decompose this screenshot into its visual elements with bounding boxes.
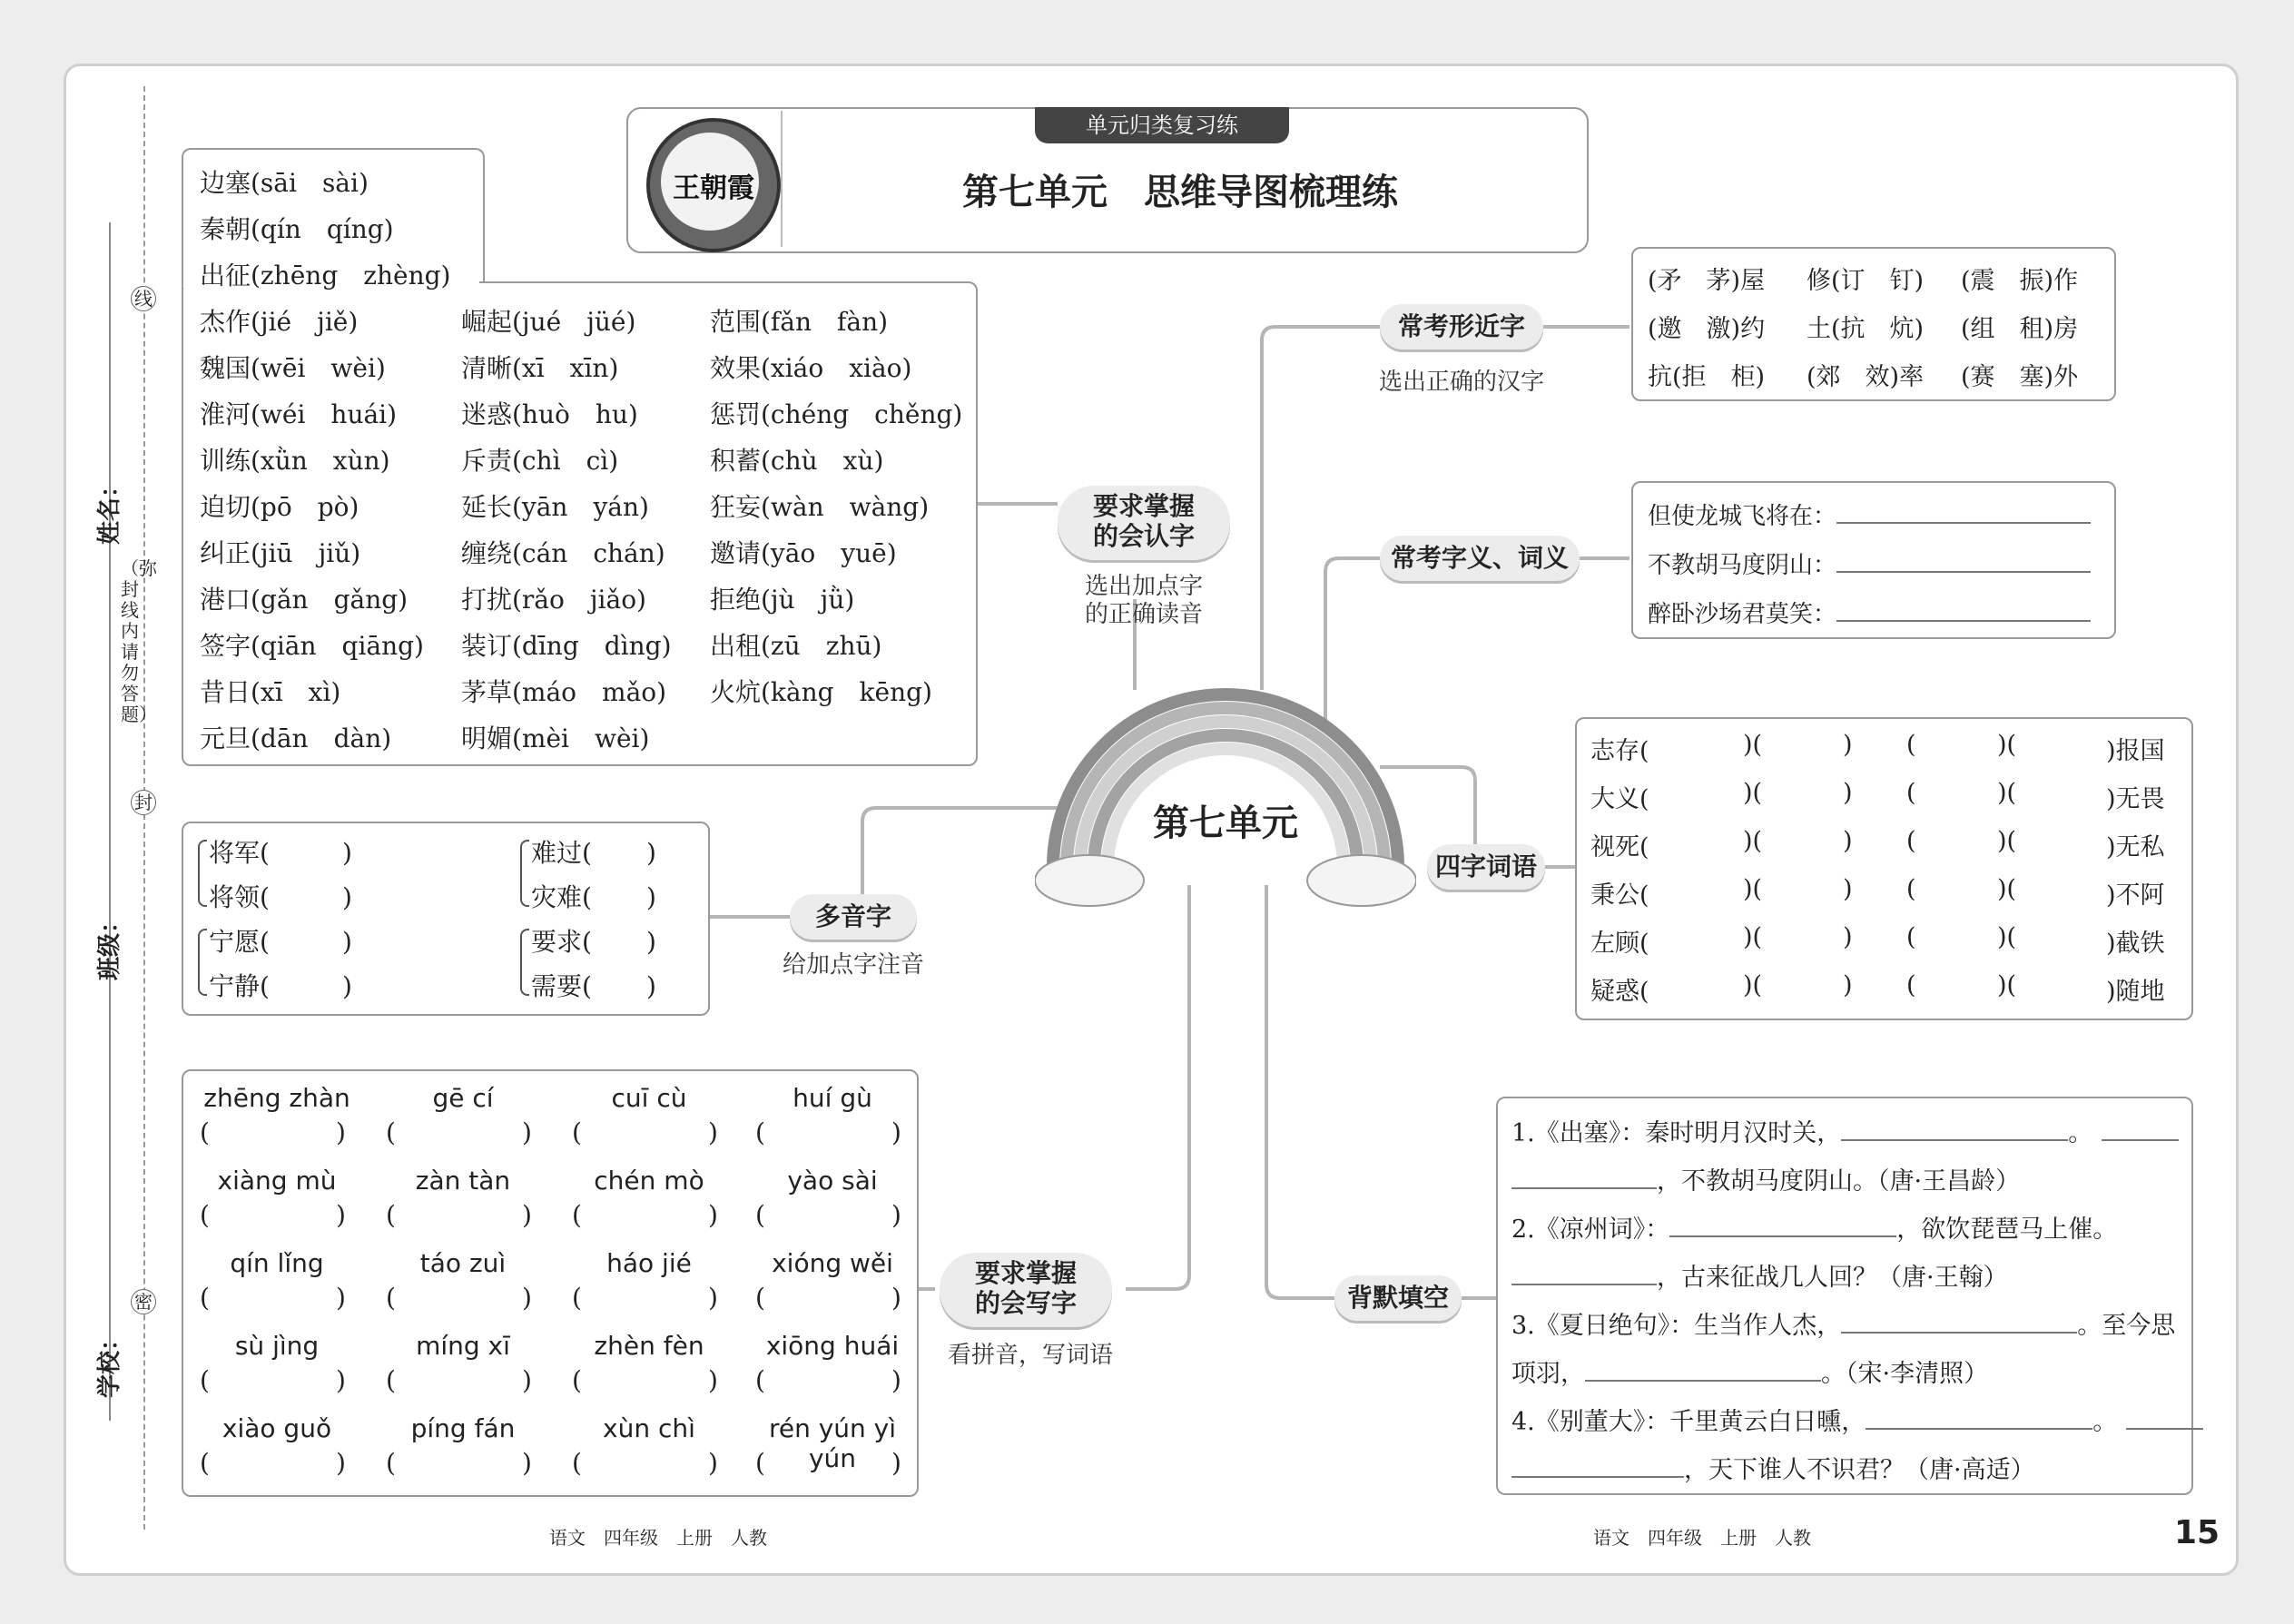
pinyin-label: zhēng zhàn: [203, 1083, 350, 1113]
answer-paren-open: (: [755, 1283, 765, 1313]
answer-paren-close: ): [891, 1117, 901, 1147]
sizi-cell: (: [1906, 875, 1916, 903]
sizi-cell: 大义(: [1590, 785, 1649, 813]
answer-paren-close: ): [522, 1200, 532, 1230]
duoyin-brace: [520, 929, 529, 996]
pinyin-label: zhèn fèn: [594, 1331, 704, 1361]
renshi-item: 签字(qiān qiāng): [200, 631, 424, 661]
answer-paren-open: (: [386, 1117, 396, 1147]
sizi-cell: )(: [1997, 827, 2017, 855]
answer-paren-close: ): [708, 1448, 718, 1478]
pinyin-label: yào sài: [787, 1166, 878, 1196]
sizi-cell: 视死(: [1590, 833, 1649, 861]
xingjin-item: (郊 效)率: [1807, 363, 1925, 391]
answer-paren-close: ): [891, 1365, 901, 1395]
renshi-item: 杰作(jié jiě): [200, 307, 359, 337]
answer-paren-close: ): [708, 1283, 718, 1313]
duoyin-item: 宁愿( ): [209, 927, 352, 957]
node-renshi-sub2: 的正确读音: [1084, 601, 1203, 628]
answer-paren-close: ): [336, 1117, 346, 1147]
renshi-item: 迷惑(huò hu): [461, 399, 638, 429]
pinyin-label: píng fán: [410, 1413, 516, 1443]
beimo-line: ，天下谁人不识君？（唐·高适）: [1511, 1450, 2035, 1485]
xingjin-item: (组 租)房: [1961, 315, 2079, 343]
sizi-cell: 志存(: [1590, 737, 1649, 765]
renshi-item: 缠绕(cán chán): [461, 538, 665, 568]
footer-right: 语文 四年级 上册 人教: [1593, 1527, 1811, 1549]
xingjin-item: 抗(拒 柜): [1648, 363, 1766, 391]
answer-paren-open: (: [200, 1117, 210, 1147]
page-number: 15: [2174, 1514, 2220, 1551]
renshi-item: 港口(gǎn gǎng): [200, 585, 409, 615]
renshi-item: 迫切(pō pò): [200, 492, 359, 522]
xingjin-item: (矛 茅)屋: [1648, 267, 1766, 295]
renshi-item: 效果(xiáo xiào): [710, 353, 912, 383]
node-beimo: 背默填空: [1334, 1275, 1462, 1321]
answer-blank[interactable]: [227, 1365, 327, 1394]
renshi-item: 邀请(yāo yuē): [710, 538, 897, 568]
duoyin-brace: [520, 840, 529, 907]
renshi-item: 训练(xǜn xùn): [200, 446, 390, 476]
answer-blank[interactable]: [413, 1448, 513, 1477]
node-xiezi-sub: 看拼音，写词语: [947, 1342, 1113, 1369]
answer-paren-open: (: [386, 1365, 396, 1395]
answer-blank[interactable]: [413, 1365, 513, 1394]
sizi-cell: )无私: [2106, 833, 2165, 861]
name-label: 姓名：: [96, 473, 123, 545]
answer-paren-close: ): [522, 1365, 532, 1395]
seal-mi: 密: [131, 1289, 156, 1314]
answer-paren-open: (: [572, 1365, 582, 1395]
pinyin-label: zàn tàn: [415, 1166, 511, 1196]
xingjin-item: (邀 激)约: [1648, 315, 1766, 343]
renshi-item: 昔日(xī xì): [200, 677, 341, 707]
answer-paren-close: ): [336, 1283, 346, 1313]
pinyin-label: xióng wěi: [772, 1248, 893, 1278]
sizi-cell: )(: [1743, 971, 1763, 999]
answer-paren-open: (: [572, 1283, 582, 1313]
answer-paren-close: ): [336, 1448, 346, 1478]
beimo-line: 项羽， 。（宋·李清照）: [1511, 1360, 1989, 1388]
answer-paren-open: (: [200, 1365, 210, 1395]
sizi-cell: )(: [1743, 923, 1763, 951]
sizi-box: [1575, 717, 2193, 1020]
sizi-cell: )(: [1997, 731, 2017, 759]
beimo-line: 1.《出塞》：秦时明月汉时关， 。: [1511, 1113, 2179, 1148]
sizi-cell: )(: [1743, 779, 1763, 807]
answer-blank[interactable]: [413, 1200, 513, 1229]
answer-blank[interactable]: [413, 1283, 513, 1312]
sizi-cell: (: [1906, 827, 1916, 855]
renshi-item: 出租(zū zhū): [710, 631, 882, 661]
answer-blank[interactable]: [227, 1448, 327, 1477]
answer-blank[interactable]: [599, 1448, 699, 1477]
duoyin-item: 将领( ): [209, 882, 352, 912]
pinyin-label: rén yún yì yún: [768, 1413, 897, 1473]
school-label: 学校：: [96, 1326, 123, 1398]
duoyin-item: 宁静( ): [209, 971, 352, 1001]
answer-blank[interactable]: [599, 1117, 699, 1147]
xingjin-item: 修(订 钉): [1807, 267, 1925, 295]
xingjin-item: (震 振)作: [1961, 267, 2079, 295]
answer-paren-close: ): [891, 1200, 901, 1230]
sizi-cell: )无畏: [2106, 785, 2165, 813]
renshi-item: 元旦(dān dàn): [200, 723, 392, 753]
sizi-cell: ): [1843, 779, 1853, 807]
node-xingjin: 常考形近字: [1380, 304, 1543, 349]
sizi-cell: ): [1843, 923, 1853, 951]
xingjin-item: (赛 塞)外: [1961, 363, 2079, 391]
pinyin-label: gē cí: [432, 1083, 494, 1113]
answer-paren-open: (: [200, 1448, 210, 1478]
sizi-cell: ): [1843, 827, 1853, 855]
node-zici: 常考字义、词义: [1380, 536, 1580, 581]
renshi-item: 积蓄(chù xù): [710, 446, 884, 476]
pinyin-label: háo jié: [606, 1248, 692, 1278]
sizi-cell: )不阿: [2106, 881, 2165, 910]
answer-paren-open: (: [386, 1200, 396, 1230]
answer-paren-close: ): [891, 1283, 901, 1313]
answer-paren-open: (: [200, 1283, 210, 1313]
duoyin-brace: [198, 929, 207, 996]
sizi-cell: ): [1843, 971, 1853, 999]
duoyin-item: 将军( ): [209, 838, 352, 868]
beimo-line: ，不教胡马度阴山。（唐·王昌龄）: [1511, 1161, 2020, 1196]
node-duoyin: 多音字: [790, 894, 917, 940]
sizi-cell: )(: [1743, 875, 1763, 903]
logo-text: 王朝霞: [673, 172, 754, 204]
answer-blank[interactable]: [227, 1117, 327, 1147]
sizi-cell: )(: [1997, 971, 2017, 999]
renshi-item: 纠正(jiū jiǔ): [200, 538, 361, 568]
renshi-item: 清晰(xī xīn): [461, 353, 619, 383]
seal-feng: 封: [131, 790, 156, 815]
answer-blank[interactable]: [227, 1283, 327, 1312]
node-renshi-sub1: 选出加点字: [1084, 573, 1203, 600]
beimo-line: ，古来征战几人回？（唐·王翰）: [1511, 1257, 2008, 1293]
pinyin-label: huí gù: [793, 1083, 872, 1113]
beimo-line: 3.《夏日绝句》：生当作人杰， 。至今思: [1511, 1312, 2176, 1340]
answer-blank[interactable]: [599, 1365, 699, 1394]
sizi-cell: )(: [1743, 827, 1763, 855]
sizi-cell: (: [1906, 731, 1916, 759]
beimo-line: 2.《凉州词》： ，欲饮琵琶马上催。: [1511, 1216, 2118, 1244]
answer-paren-close: ): [336, 1365, 346, 1395]
sizi-cell: )(: [1997, 779, 2017, 807]
class-label: 班级：: [96, 909, 123, 980]
renshi-item: 装订(dīng dìng): [461, 631, 672, 661]
answer-paren-open: (: [755, 1448, 765, 1478]
answer-paren-open: (: [572, 1117, 582, 1147]
zici-row: 但使龙城飞将在：: [1648, 497, 2091, 531]
renshi-item: 范围(fǎn fàn): [710, 307, 889, 337]
pinyin-label: chén mò: [594, 1166, 704, 1196]
duoyin-item: 需要( ): [531, 971, 656, 1001]
answer-paren-close: ): [708, 1200, 718, 1230]
answer-blank[interactable]: [227, 1200, 327, 1229]
pinyin-label: xiàng mù: [217, 1166, 337, 1196]
sizi-cell: )(: [1997, 923, 2017, 951]
answer-paren-close: ): [522, 1117, 532, 1147]
beimo-line: 4.《别董大》：千里黄云白日曛， 。: [1511, 1402, 2203, 1437]
zici-row: 不教胡马度阴山：: [1648, 546, 2091, 580]
pinyin-label: xiào guǒ: [222, 1413, 332, 1443]
answer-paren-open: (: [755, 1200, 765, 1230]
seal-xian: 线: [131, 286, 156, 311]
renshi-item: 秦朝(qín qíng): [200, 214, 394, 244]
pinyin-label: xùn chì: [603, 1413, 695, 1443]
answer-paren-open: (: [200, 1200, 210, 1230]
pinyin-label: xiōng huái: [765, 1331, 900, 1361]
renshi-item: 茅草(máo mǎo): [461, 677, 667, 707]
answer-blank[interactable]: [413, 1117, 513, 1147]
sizi-cell: (: [1906, 779, 1916, 807]
center-title: 第七单元: [1153, 802, 1298, 844]
answer-paren-close: ): [336, 1200, 346, 1230]
answer-blank[interactable]: [783, 1283, 882, 1312]
sizi-cell: )(: [1997, 875, 2017, 903]
renshi-item: 狂妄(wàn wàng): [710, 492, 930, 522]
renshi-item: 斥责(chì cì): [461, 446, 619, 476]
sizi-cell: 左顾(: [1590, 930, 1649, 958]
answer-blank[interactable]: [783, 1365, 882, 1394]
node-duoyin-sub: 给加点字注音: [782, 951, 924, 979]
renshi-item: 延长(yān yán): [461, 492, 649, 522]
node-renshi: 要求掌握 的会认字: [1058, 486, 1230, 560]
answer-blank[interactable]: [783, 1448, 882, 1477]
renshi-item: 出征(zhēng zhèng): [200, 261, 451, 290]
pinyin-label: qín lǐng: [230, 1248, 324, 1278]
duoyin-brace: [198, 840, 207, 907]
sizi-cell: ): [1843, 731, 1853, 759]
pinyin-label: táo zuì: [419, 1248, 507, 1278]
answer-paren-open: (: [755, 1117, 765, 1147]
duoyin-item: 难过( ): [531, 838, 656, 868]
zici-row: 醉卧沙场君莫笑：: [1648, 595, 2091, 629]
answer-paren-close: ): [522, 1283, 532, 1313]
sizi-cell: (: [1906, 923, 1916, 951]
duoyin-item: 要求( ): [531, 927, 656, 957]
answer-paren-close: ): [708, 1117, 718, 1147]
sizi-cell: 疑惑(: [1590, 978, 1649, 1006]
answer-paren-open: (: [755, 1365, 765, 1395]
node-sizi: 四字词语: [1427, 844, 1545, 890]
pinyin-label: sù jìng: [234, 1331, 320, 1361]
sizi-cell: ): [1843, 875, 1853, 903]
xingjin-item: 土(抗 炕): [1807, 315, 1925, 343]
renshi-item: 火炕(kàng kēng): [710, 677, 932, 707]
answer-paren-open: (: [386, 1448, 396, 1478]
duoyin-item: 灾难( ): [531, 882, 656, 912]
renshi-item: 边塞(sāi sài): [200, 168, 369, 198]
answer-blank[interactable]: [599, 1283, 699, 1312]
renshi-item: 惩罚(chéng chěng): [710, 399, 963, 429]
node-xiezi: 要求掌握 的会写字: [940, 1253, 1112, 1327]
header-banner: 单元归类复习练: [1035, 107, 1289, 143]
answer-blank[interactable]: [783, 1117, 882, 1147]
sizi-cell: )(: [1743, 731, 1763, 759]
sizi-cell: )截铁: [2106, 930, 2165, 958]
answer-paren-open: (: [572, 1200, 582, 1230]
sizi-cell: )随地: [2106, 978, 2165, 1006]
header-title: 第七单元 思维导图梳理练: [962, 172, 1398, 213]
answer-paren-close: ): [891, 1448, 901, 1478]
answer-paren-close: ): [522, 1448, 532, 1478]
node-xingjin-sub: 选出正确的汉字: [1378, 369, 1544, 396]
sizi-cell: 秉公(: [1590, 881, 1649, 910]
answer-blank[interactable]: [783, 1200, 882, 1229]
renshi-item: 魏国(wēi wèi): [200, 353, 386, 383]
renshi-item: 淮河(wéi huái): [200, 399, 398, 429]
answer-blank[interactable]: [599, 1200, 699, 1229]
answer-paren-close: ): [708, 1365, 718, 1395]
renshi-item: 明媚(mèi wèi): [461, 723, 650, 753]
renshi-item: 崛起(jué jüé): [461, 307, 636, 337]
footer-left: 语文 四年级 上册 人教: [549, 1527, 767, 1549]
renshi-item: 拒绝(jù jǜ): [710, 585, 855, 615]
pinyin-label: míng xī: [416, 1331, 510, 1361]
sizi-cell: )报国: [2106, 737, 2165, 765]
sizi-cell: (: [1906, 971, 1916, 999]
seal-note: （弥封线内请勿答题）: [121, 557, 157, 725]
answer-paren-open: (: [572, 1448, 582, 1478]
renshi-item: 打扰(rǎo jiǎo): [461, 585, 646, 615]
pinyin-label: cuī cù: [611, 1083, 687, 1113]
answer-paren-open: (: [386, 1283, 396, 1313]
